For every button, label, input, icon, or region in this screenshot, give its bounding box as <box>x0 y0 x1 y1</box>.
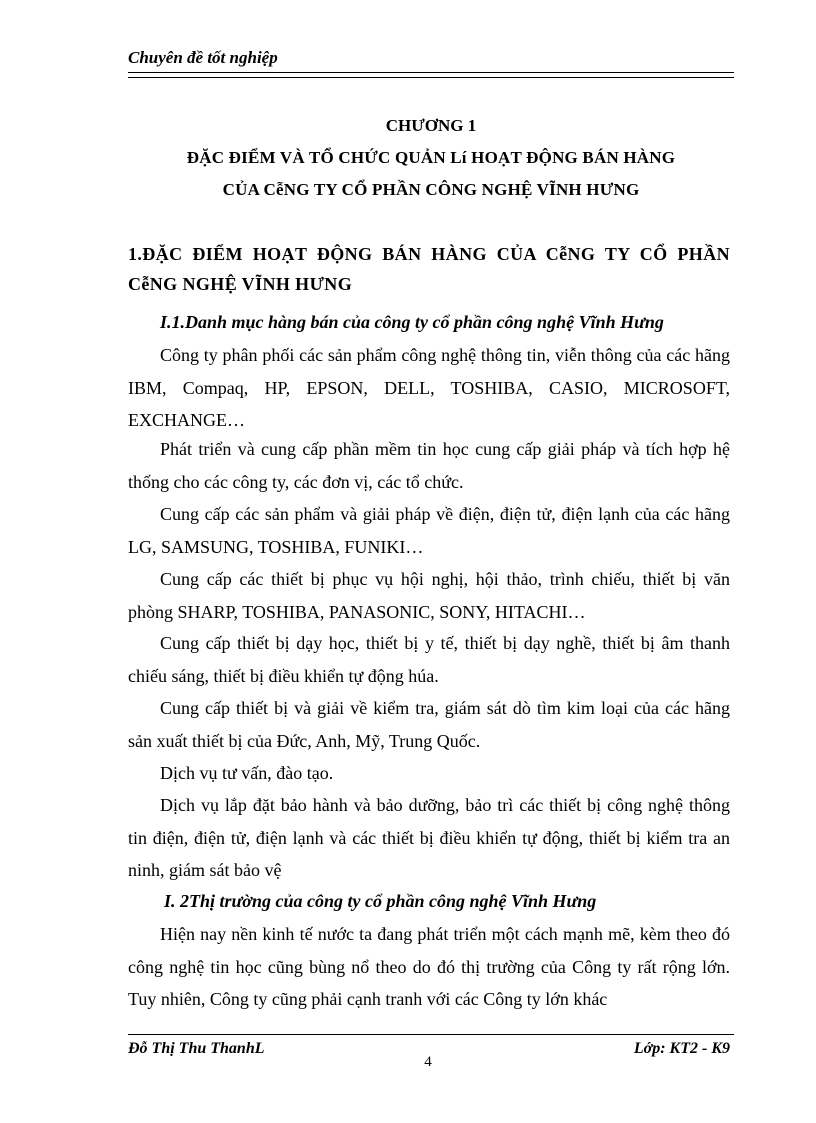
footer-class: Lớp: KT2 - K9 <box>633 1040 730 1057</box>
header-rule <box>128 72 734 78</box>
paragraph-4: Cung cấp các thiết bị phục vụ hội nghị, hội thảo, trình chiếu, thiết bị văn phòng SHARP, TOSHIBA, PANASONIC, SONY, HITACHI… <box>128 569 730 622</box>
footer-rule <box>128 1034 734 1035</box>
subsection-title-1: I.1.Danh mục hàng bán của công ty cổ phần công nghệ Vĩnh Hưng <box>160 312 664 332</box>
paragraph-2: Phát triển và cung cấp phần mềm tin học cung cấp giải pháp và tích hợp hệ thống cho các công ty, các đơn vị, các tổ chức. <box>128 439 730 492</box>
paragraph-7: Dịch vụ tư vấn, đào tạo. <box>160 763 334 783</box>
paragraph-5: Cung cấp thiết bị dạy học, thiết bị y tế, thiết bị dạy nghề, thiết bị âm thanh chiếu sáng, thiết bị điều khiển tự động húa. <box>128 633 730 686</box>
header-title: Chuyên đề tốt nghiệp <box>128 48 278 67</box>
subsection-title-2: I. 2Thị trường của công ty cổ phần công nghệ Vĩnh Hưng <box>164 891 597 911</box>
paragraph-6: Cung cấp thiết bị và giải về kiểm tra, giám sát dò tìm kim loại của các hãng sản xuất thiết bị của Đức, Anh, Mỹ, Trung Quốc. <box>128 698 730 751</box>
page-number: 4 <box>424 1054 432 1070</box>
footer-author: Đỗ Thị Thu ThanhL <box>128 1040 265 1057</box>
chapter-title-line2: CỦA CễNG TY CỔ PHẦN CÔNG NGHỆ VĨNH HƯNG <box>222 180 640 199</box>
paragraph-1: Công ty phân phối các sản phẩm công nghệ thông tin, viễn thông của các hãng IBM, Compaq, HP, EPSON, DELL, TOSHIBA, CASIO, MICROSOFT, EXCHANGE… <box>128 345 730 430</box>
section-title: 1.ĐẶC ĐIỂM HOẠT ĐỘNG BÁN HÀNG CỦA CễNG TY CỔ PHẦN CễNG NGHỆ VĨNH HƯNG <box>128 244 730 294</box>
paragraph-8: Dịch vụ lắp đặt bảo hành và bảo dưỡng, bảo trì các thiết bị công nghệ thông tin điện, điện tử, điện lạnh và các thiết bị điều khiển tự động, thiết bị kiểm tra an ninh, giám sát bảo vệ <box>128 795 730 880</box>
chapter-number: CHƯƠNG 1 <box>385 116 477 135</box>
paragraph-3: Cung cấp các sản phẩm và giải pháp về điện, điện tử, điện lạnh của các hãng LG, SAMSUNG, TOSHIBA, FUNIKI… <box>128 504 730 557</box>
chapter-title-line1: ĐẶC ĐIỂM VÀ TỔ CHỨC QUẢN Lí HOẠT ĐỘNG BÁN HÀNG <box>186 148 676 167</box>
paragraph-9: Hiện nay nền kinh tế nước ta đang phát triển một cách mạnh mẽ, kèm theo đó công nghệ tin học cũng bùng nổ theo do đó thị trường của Công ty rất rộng lớn. Tuy nhiên, Công ty cũng phải cạnh tranh với các Công ty lớn khác <box>128 924 730 1009</box>
